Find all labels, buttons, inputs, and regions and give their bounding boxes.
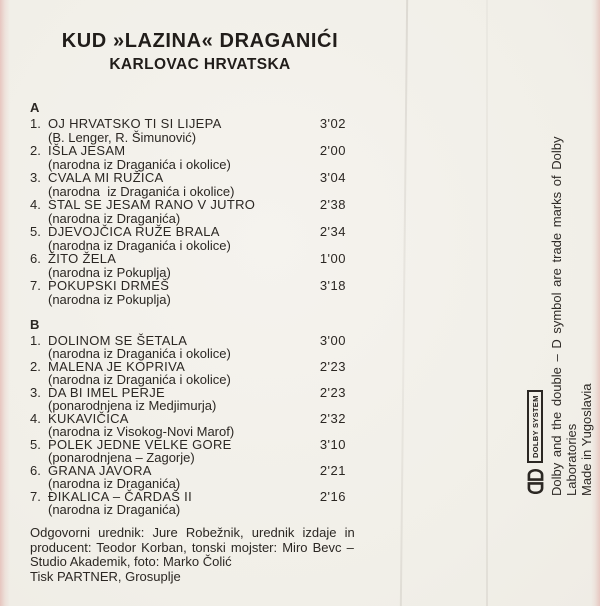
track-duration: 2'16 [319,489,346,504]
track-credit: (narodna iz Draganića) [48,502,181,517]
track-row [30,252,346,279]
track-number: 4. [30,197,41,212]
credit-line-3: Studio Akademik, foto: Marko Čolić [30,554,232,570]
track-title: POLEK JEDNE VELKE GORE [48,437,232,452]
track-number: 3. [30,170,41,185]
side-b-tracklist [30,334,346,516]
track-row [30,171,346,198]
track-number: 6. [30,251,41,266]
track-title-line [30,144,346,158]
side-b-section [30,318,346,516]
track-title-line [30,198,346,212]
dolby-trademark-notice: Dolby and the double – D symbol are trade marks of Dolby [549,136,564,496]
track-duration: 2'38 [319,197,346,212]
track-title: IŠLA JESAM [48,143,126,158]
track-credit: (ponarodnjena iz Medjimurja) [48,398,217,413]
track-row [30,198,346,225]
track-duration: 3'02 [319,116,346,131]
track-title: DJEVOJČICA RUŽE BRALA [48,224,220,239]
track-number: 7. [30,278,41,293]
track-credit: (narodna iz Draganića i okolice) [48,237,231,253]
track-number: 1. [30,116,41,131]
track-row [30,360,346,386]
track-number: 3. [30,385,41,400]
made-in-line: Made in Yugoslavia [579,383,594,496]
track-number: 2. [30,359,41,374]
dolby-system-badge: DOLBY SYSTEM [527,390,543,463]
track-title-line [30,252,346,266]
track-title: ŽITO ŽELA [48,251,117,266]
track-duration: 2'23 [319,385,346,400]
album-subtitle: KARLOVAC HRVATSKA [109,56,291,73]
side-b-label: B [30,317,40,332]
track-number: 4. [30,411,41,426]
track-title: STAL SE JESAM RANO V JUTRO [48,197,256,212]
spine-block [525,111,597,496]
track-row [30,490,346,516]
track-credit: (narodna iz Pokuplja) [48,264,171,280]
track-duration: 2'00 [319,143,346,158]
track-number: 6. [30,463,41,478]
side-a-section [30,101,346,306]
track-title-line [30,225,346,239]
track-duration: 3'04 [319,170,346,185]
track-number: 5. [30,437,41,452]
track-credit: (narodna iz Draganića i okolice) [48,183,235,199]
credit-line-2: producent: Teodor Korban, tonski mojster: Miro Bevc – [30,539,354,555]
track-title: DOLINOM SE ŠETALA [48,333,188,348]
dolby-logo [525,111,545,496]
track-credit: (narodna iz Draganića i okolice) [48,156,231,172]
track-row [30,412,346,438]
track-title-line [30,117,346,131]
track-credit: (narodna iz Draganića) [48,210,181,226]
track-row [30,117,346,144]
track-title: MALENA JE KOPRIVA [48,359,186,374]
track-credit: (narodna iz Draganića i okolice) [48,346,231,361]
track-number: 5. [30,224,41,239]
track-title: GRANA JAVORA [48,463,152,478]
track-title: KUKAVIČICA [48,411,129,426]
track-duration: 2'32 [319,411,346,426]
credit-line-1: Odgovorni urednik: Jure Robežnik, urednik izdaje in [30,525,355,540]
track-row [30,225,346,252]
fold-crease-right [486,0,488,606]
track-row [30,144,346,171]
track-title-line [30,279,346,293]
track-duration: 3'10 [319,437,346,452]
header [40,30,360,74]
track-row [30,334,346,360]
track-credit: (narodna iz Draganića i okolice) [48,372,231,387]
track-duration: 2'34 [319,224,346,239]
track-duration: 2'23 [319,359,346,374]
track-credit: (narodna iz Visokog-Novi Marof) [48,424,235,439]
track-row [30,386,346,412]
track-duration: 3'00 [319,333,346,348]
fold-crease-left [400,0,408,606]
track-row [30,464,346,490]
track-credit: (ponarodnjena – Zagorje) [48,450,195,465]
credits-block [30,526,410,584]
side-a-tracklist [30,117,346,306]
track-title: ĐIKALICA – ČARDAŠ II [48,489,192,504]
track-title: OJ HRVATSKO TI SI LIJEPA [48,116,222,131]
track-credit: (narodna iz Draganića) [48,476,181,491]
track-number: 7. [30,489,41,504]
track-title: CVALA MI RUŽICA [48,170,164,185]
track-row [30,438,346,464]
album-title: KUD »LAZINA« DRAGANIĆI [61,30,339,52]
track-number: 1. [30,333,41,348]
track-row [30,279,346,306]
dolby-double-d-icon [526,467,545,496]
track-duration: 2'21 [319,463,346,478]
side-a-label: A [30,100,40,115]
credit-line-4: Tisk PARTNER, Grosuplje [30,568,181,584]
track-credit: (narodna iz Pokuplja) [48,291,171,307]
track-title: POKUPSKI DRMEŠ [48,278,170,293]
track-duration: 3'18 [319,278,346,293]
track-duration: 1'00 [319,251,346,266]
dolby-laboratories-line: Laboratories [564,423,579,496]
track-number: 2. [30,143,41,158]
track-title: DA BI IMEL PERJE [48,385,166,400]
track-credit: (B. Lenger, R. Šimunović) [48,129,197,145]
track-title-line [30,171,346,185]
